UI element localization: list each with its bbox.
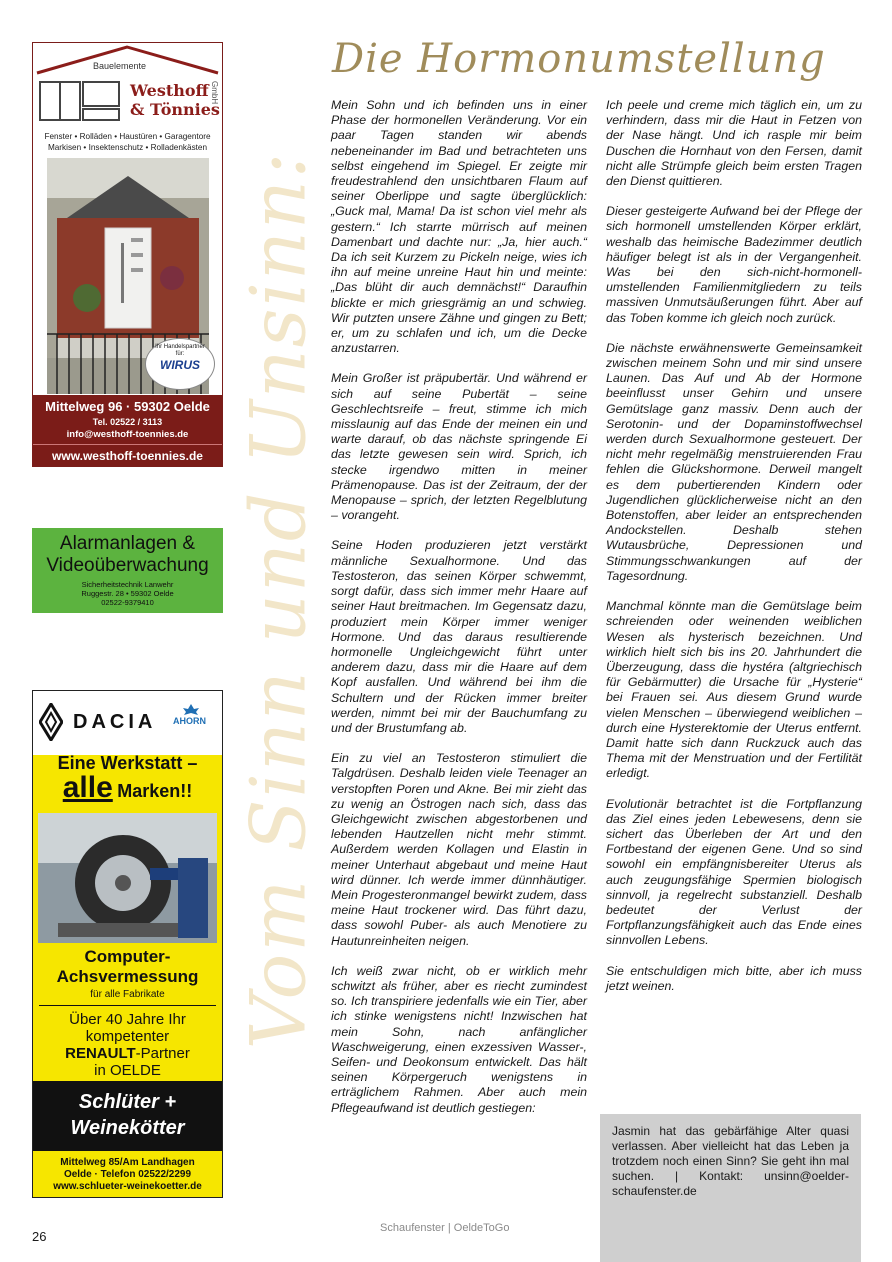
- westhoff-phone: Tel. 02522 / 3113: [92, 417, 163, 427]
- article-paragraph: Dieser gesteigerte Aufwand bei der Pflege der sich hormonell umstellenden Körper erklärt, weshalb das heimische Badezimmer deutlich häufiger belegt ist als in der Vergangenheit. Was bei den sich-nicht-hormonell-umstellenden Familienmitgliedern zu teils massiven Unmutsäußerungen führt. Aber auf das Toben komme ich gleich noch zurück.: [606, 204, 862, 325]
- dacia-header: [33, 691, 222, 755]
- fabrikate-text: für alle Fabrikate: [90, 989, 165, 1000]
- ad-alarmanlagen[interactable]: [32, 528, 223, 613]
- author-info-box: [600, 1114, 861, 1262]
- alarm-phone: 02522-9379410: [101, 598, 154, 607]
- partner-label-line1: Ihr Handelspartner: [155, 344, 205, 350]
- article-paragraph: Ich weiß zwar nicht, ob er wirklich mehr schwitzt als früher, aber es riecht zumindest so. Ich transpiriere jedenfalls wie ein Tier, aber ich stinke wenigstens nicht! Inzwischen hat mein Sohn, nach anfänglicher Waschweigerung, einen exzessiven Wasser-, Seifen- und Deokonsum entwickelt. Das hält seinen Körpergeruch wenigstens in erträglichem Rahmen. Aber auch mein Pflegeaufwand ist deutlich gestiegen:: [331, 963, 587, 1115]
- window-logo-icon: [39, 81, 121, 121]
- westhoff-products-line2: Markisen • Insektenschutz • Rolladenkästen: [47, 143, 208, 152]
- article-paragraph: Die nächste erwähnenswerte Gemeinsamkeit zwischen meinem Sohn und mir sind unsere Launen. Das Auf und Ab der Hormone beeinflusst unser Gehirn und unsere Gemütslage ganz massiv. Denn auch der Serotonin- und der Dopaminstoffwechsel werden durch Sexualhormone gesteuert. Der nicht mehr regelmäßig menstruierenden Frau fehlen die Glückshormone. Derweil mangelt es dem pubertierenden Kindern oder Jugendlichen glücklicherweise nicht an den Botenstoffen, aber leider an entsprechenden Andockstellen. Deshalb stehen Wutausbrüche, Depressionen und Stimmungsschwankungen auf der Tagesordnung.: [606, 340, 862, 583]
- article-paragraph: Manchmal könnte man die Gemütslage beim schreienden oder weinenden weiblichen Wesen als hysterisch bezeichnen. Und wirklich hielt sich bis ins 20. Jahrhundert die Überzeugung, dass die hystéra (altgriechisch für Gebärmutter) die Ursache für „Hysterie“ bei Frauen sei. Aus diesem Grund wurde vielen Menschen – überwiegend weiblichen – durch eine Hysterektomie der Uterus entfernt. Damit hatte sich dann Ruckzuck auch das Thema mit der Menstruation und der Fertilität erledigt.: [606, 599, 862, 781]
- article-paragraph: Seine Hoden produzieren jetzt verstärkt männliche Sexualhormone. Und das Testosteron, das seinen Körper schwemmt, sorgt dafür, dass sich immer mehr Haare auf seiner Haut breitmachen. Im Gegensatz dazu, produziert mein Körper immer weniger Hormone. Und das daraus resultierende hormonelle Ungleichgewicht führt unter anderem dazu, dass mir die Haare auf dem Kopf ausfallen. Und während bei ihm die Schultern und der Rücken immer breiter werden, nimmt bei mir der Bauchumfang zu und der Brustumfang ab.: [331, 538, 587, 735]
- wirus-logo: WIRUS: [160, 358, 200, 372]
- schlueter-website[interactable]: www.schlueter-weinekoetter.de: [53, 1181, 202, 1192]
- company-logo-block: Schlüter + Weinekötter: [33, 1081, 222, 1151]
- westhoff-products-line1: Fenster • Rolläden • Haustüren • Garagentore: [44, 132, 211, 141]
- article-paragraph: Mein Großer ist präpubertär. Und während er sich auf seine Pubertät – seine Geschlechtsreife – freut, stimme ich mich misslaunig auf das Ende der meinen ein und warte darauf, ob das nächste springende Ei das letzte gewesen sein wird. Sprich, ich stecke irgendwo mitten in meiner Prämenopause. Das ist der Zeitraum, der der Menopause – sprich, der letzten Regelblutung – vorangeht.: [331, 371, 587, 523]
- ad-schlueter-weinekoetter[interactable]: [32, 690, 223, 1198]
- westhoff-website[interactable]: www.westhoff-toennies.de: [52, 449, 203, 463]
- wheel-alignment-icon: [38, 813, 217, 943]
- ad-westhoff-toennies[interactable]: [32, 42, 223, 467]
- westhoff-subtitle: Bauelemente: [93, 61, 147, 71]
- werkstatt-headline: Eine Werkstatt –: [57, 753, 198, 773]
- article-paragraph: Ich peele und creme mich täglich ein, um zu verhindern, dass mir die Haut in Fetzen von der Nase hängt. Und ich rasple mir beim Duschen die Hornhaut von den Fersen, damit nicht alle Strümpfe gleich beim ersten Tragen den Dienst quittieren.: [606, 98, 862, 189]
- article-paragraph: Ein zu viel an Testosteron stimuliert die Talgdrüsen. Deshalb leiden viele Teenager an verstopften Poren und Akne. Bei mir zieht das zu wenig an Östrogen nach sich, dass das Gleichgewicht zwischen abgestorbenen und lebenden Hautzellen nicht mehr stimmt. Außerdem werden Kollagen und Elastin in meiner Unterhaut abgebaut und meine Haut wird dünner. Ich werde immer dünnhäutiger. Mein Progesteronmangel bewirkt zudem, dass meine Haut trockener wird. Das führt dazu, dass sowohl Puber- als auch Menotiere zu Hautunreinheiten neigen.: [331, 751, 587, 948]
- article-headline: Die Hormonumstellung: [332, 36, 826, 82]
- article-paragraph: Sie entschuldigen mich bitte, aber ich muss jetzt weinen.: [606, 963, 862, 993]
- alarm-company: Sicherheitstechnik Lanwehr: [81, 580, 174, 589]
- westhoff-email[interactable]: info@westhoff-toennies.de: [66, 429, 189, 440]
- alarm-headline-line2: Videoüberwachung: [46, 555, 209, 576]
- maple-leaf-icon: [171, 703, 211, 715]
- alarm-headline-line1: Alarmanlagen &: [59, 533, 196, 554]
- westhoff-address: Mittelweg 96 · 59302 Oelde: [45, 399, 210, 414]
- westhoff-contact-block: [33, 395, 222, 467]
- article-paragraph: Evolutionär betrachtet ist die Fortpflanzung das Ziel eines jeden Lebewesens, denn sie sichert das Überleben der Art und den Fortbestand der eigenen Gene. Und so sind sowohl ein empfängnisbereiter Uterus als auch zeugungsfähige Spermien biologisch sinnvoll, ja regelrecht substanziell. Deshalb bedeutet der Verlust der Fortpflanzungsfähigkeit auch das Ende eines sinnvollen Lebens.: [606, 796, 862, 948]
- ahorn-logo: AHORN: [173, 716, 206, 726]
- schlueter-contact: Mittelweg 85/Am Landhagen Oelde · Telefon 02522/2299 www.schlueter-weinekoetter.de: [33, 1157, 222, 1193]
- partner-label-line2: für:: [175, 351, 185, 357]
- renault-partner-block: Über 40 Jahre Ihr kompetenter RENAULT-Partner in OELDE: [65, 1011, 190, 1079]
- publication-footer: Schaufenster | OeldeToGo: [380, 1222, 510, 1234]
- mechanic-wheel-photo: [38, 813, 217, 943]
- article-column-left: [331, 98, 587, 1131]
- page-number: 26: [32, 1229, 47, 1244]
- author-info-text: Jasmin hat das gebärfähige Alter quasi verlassen. Aber vielleicht hat das Leben ja trotzdem noch einen Sinn? Sie geht ihn mal suchen. | Kontakt: unsinn@oelder-schaufenster.de: [612, 1124, 849, 1198]
- article-column-right: [606, 98, 862, 1009]
- article-paragraph: Mein Sohn und ich befinden uns in einer Phase der hormonellen Veränderung. Vor ein paar Tagen standen wir abends nebeneinander im Bad und betrachteten uns selbst eingehend im Spiegel. Er zeigte mir freudestrahlend den unsichtbaren Flaum auf seiner Oberlippe und sagte überglücklich: „Guck mal, Mama! Da ist schon viel mehr als gestern.“ Ich starrte mürrisch auf meinen Damenbart und dachte nur: „Ja, hier auch.“ Da ich seit Kurzem zu Pickeln neige, wies ich ihn auf meine unreine Haut hin und meinte: „Das blüht dir auch demnächst!“ Daraufhin blickte er mich griesgrämig an und schwieg. Wir putzten unsere Zähne und gingen zu Bett; er, um zu schlafen und ich, um die Decke anzustarren.: [331, 98, 587, 356]
- westhoff-suffix: GmbH: [210, 81, 219, 105]
- marken-headline: alle Marken!!: [62, 771, 193, 804]
- vertical-watermark-text: Vom Sinn und Unsinn:: [233, 150, 323, 1050]
- dacia-logo: DACIA: [73, 711, 157, 733]
- achsvermessung-block: Computer- Achsvermessung: [56, 947, 199, 986]
- westhoff-name: Westhoff & Tönnies: [130, 81, 220, 119]
- alarm-address: Ruggestr. 28 • 59302 Oelde: [81, 589, 174, 598]
- partner-badge: [145, 338, 215, 390]
- renault-logo-icon: [39, 703, 63, 741]
